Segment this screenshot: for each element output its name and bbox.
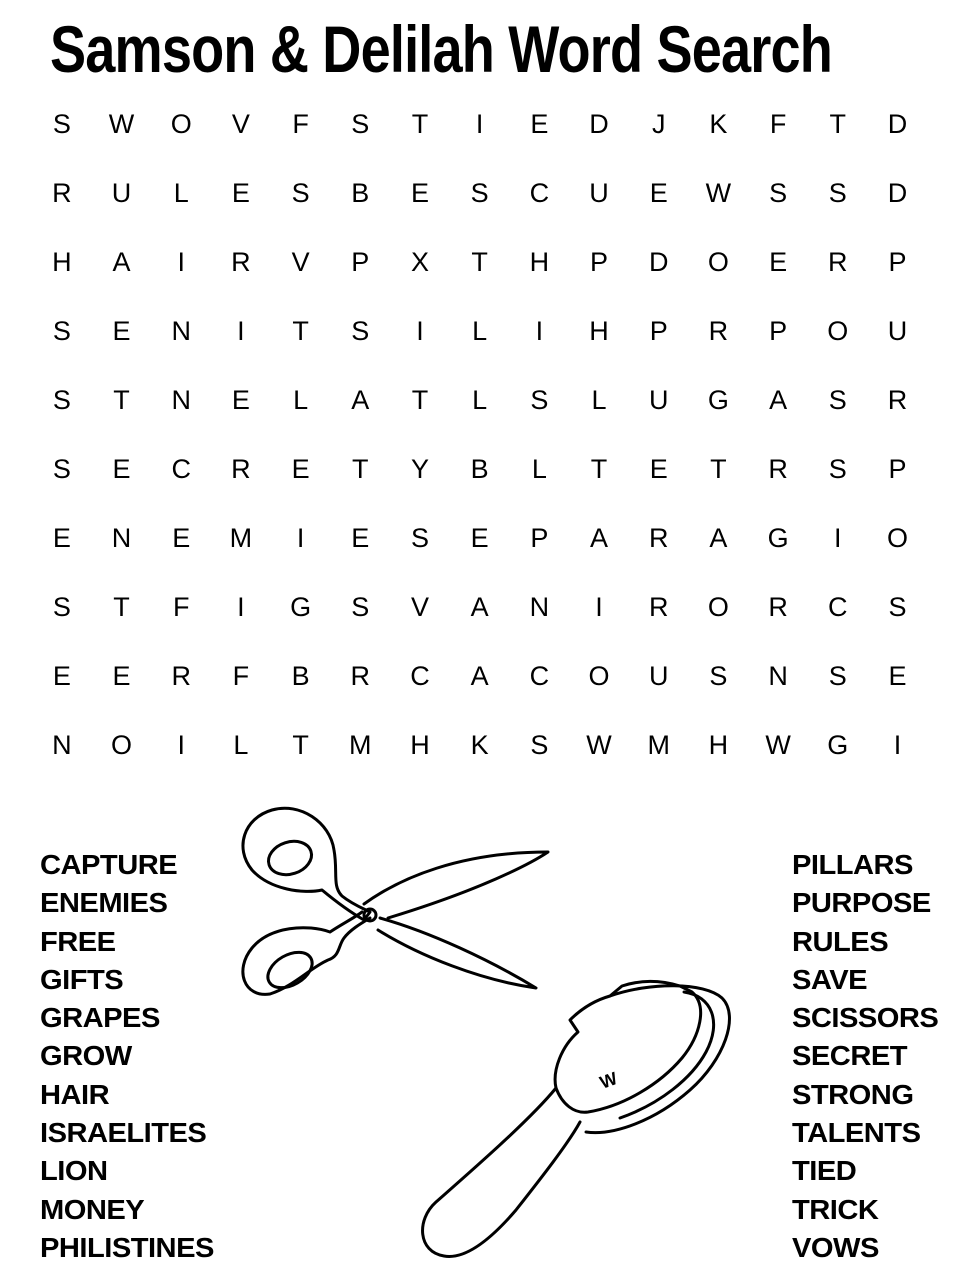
grid-row: [32, 711, 928, 780]
grid-cell: R: [708, 316, 729, 346]
grid-cell: S: [351, 109, 370, 139]
grid-cell: T: [710, 454, 727, 484]
grid-cell: B: [470, 454, 489, 484]
grid-cell: U: [648, 661, 669, 691]
grid-cell: I: [475, 109, 484, 139]
grid-cell: E: [769, 247, 788, 277]
grid-cell: R: [231, 454, 251, 484]
grid-cell: O: [111, 730, 133, 760]
word-list-item: FREE: [40, 925, 116, 957]
grid-cell: H: [589, 316, 609, 346]
grid-cell: A: [590, 523, 609, 553]
grid-cell: T: [829, 109, 847, 139]
grid-cell: A: [470, 592, 489, 622]
word-list-item: GIFTS: [40, 963, 124, 995]
grid-cell: F: [232, 661, 250, 691]
grid-cell: S: [530, 385, 549, 415]
grid-cell: P: [649, 316, 668, 346]
grid-cell: E: [530, 109, 549, 139]
grid-cell: X: [410, 247, 429, 277]
grid-cell: N: [171, 385, 191, 415]
grid-cell: C: [171, 454, 191, 484]
grid-cell: E: [291, 454, 310, 484]
grid-cell: G: [290, 592, 312, 622]
grid-cell: U: [887, 316, 908, 346]
grid-cell: C: [410, 661, 430, 691]
grid-cell: I: [237, 592, 245, 622]
grid-cell: T: [411, 385, 429, 415]
grid-cell: A: [112, 247, 131, 277]
grid-cell: P: [888, 247, 907, 277]
grid-cell: F: [769, 109, 787, 139]
grid-cell: S: [828, 454, 847, 484]
word-list-item: GROW: [40, 1040, 132, 1072]
grid-cell: L: [531, 454, 547, 484]
grid-cell: P: [590, 247, 609, 277]
grid-cell: N: [52, 730, 72, 760]
grid-cell: K: [709, 109, 728, 139]
grid-cell: U: [589, 178, 609, 208]
grid-cell: S: [52, 316, 71, 346]
grid-cell: E: [112, 661, 131, 691]
grid-cell: O: [588, 661, 610, 691]
grid-cell: E: [112, 454, 131, 484]
grid-cell: G: [767, 523, 789, 553]
grid-cell: S: [828, 178, 847, 208]
grid-cell: O: [707, 592, 729, 622]
grid-cell: S: [291, 178, 310, 208]
grid-cell: J: [651, 109, 666, 139]
word-list-item: STRONG: [792, 1078, 914, 1110]
grid-row: [32, 573, 928, 642]
grid-cell: C: [529, 178, 550, 208]
grid-cell: S: [828, 661, 847, 691]
illustrations: [230, 800, 750, 1270]
grid-cell: P: [769, 316, 788, 346]
grid-cell: I: [177, 730, 185, 760]
grid-cell: B: [291, 661, 310, 691]
word-list-item: PHILISTINES: [40, 1231, 214, 1263]
grid-cell: S: [52, 109, 71, 139]
grid-cell: M: [229, 523, 253, 553]
grid-cell: W: [586, 730, 612, 760]
grid-cell: N: [111, 523, 132, 553]
grid-cell: B: [351, 178, 370, 208]
grid-cell: E: [649, 178, 668, 208]
grid-cell: H: [708, 730, 729, 760]
grid-cell: L: [233, 730, 249, 760]
word-list-item: SAVE: [792, 963, 868, 995]
grid-cell: S: [351, 592, 370, 622]
grid-cell: R: [171, 661, 191, 691]
grid-cell: U: [111, 178, 132, 208]
grid-cell: E: [52, 661, 71, 691]
grid-cell: L: [293, 385, 309, 415]
word-list-item: ENEMIES: [40, 887, 168, 919]
grid-cell: P: [351, 247, 370, 277]
letter-grid: [32, 90, 928, 780]
grid-cell: T: [411, 109, 429, 139]
grid-cell: A: [769, 385, 788, 415]
grid-cell: E: [231, 178, 250, 208]
grid-cell: R: [231, 247, 251, 277]
grid-cell: T: [292, 730, 309, 760]
grid-cell: A: [470, 661, 489, 691]
grid-cell: O: [170, 109, 192, 139]
grid-cell: P: [888, 454, 907, 484]
grid-cell: E: [112, 316, 131, 346]
grid-cell: V: [231, 109, 250, 139]
grid-cell: R: [52, 178, 72, 208]
grid-cell: E: [351, 523, 370, 553]
grid-cell: O: [886, 523, 908, 553]
grid-row: [32, 159, 928, 228]
grid-cell: M: [349, 730, 372, 760]
grid-cell: E: [172, 523, 191, 553]
word-list-item: MONEY: [40, 1193, 145, 1225]
word-list-item: TRICK: [792, 1193, 879, 1225]
grid-row: [32, 228, 928, 297]
grid-cell: S: [410, 523, 429, 553]
grid-cell: H: [529, 247, 550, 277]
grid-row: [32, 642, 928, 711]
grid-cell: E: [470, 523, 489, 553]
grid-cell: P: [530, 523, 549, 553]
grid-cell: Y: [410, 454, 429, 484]
grid-cell: I: [595, 592, 603, 622]
grid-cell: T: [113, 385, 130, 415]
grid-cell: E: [888, 661, 907, 691]
word-list-item: GRAPES: [40, 1002, 160, 1034]
grid-cell: C: [529, 661, 550, 691]
grid-cell: V: [410, 592, 429, 622]
grid-row: [32, 435, 928, 504]
grid-cell: D: [648, 247, 669, 277]
grid-cell: W: [108, 109, 135, 139]
grid-cell: I: [893, 730, 902, 760]
word-list-item: SECRET: [792, 1040, 908, 1072]
grid-cell: V: [291, 247, 310, 277]
grid-cell: R: [768, 592, 788, 622]
word-list-item: RULES: [792, 925, 889, 957]
grid-row: [32, 366, 928, 435]
grid-cell: F: [172, 592, 190, 622]
word-list-item: TALENTS: [792, 1117, 921, 1149]
brush-letter: W: [597, 1068, 620, 1093]
word-list-left: [40, 846, 270, 1267]
grid-cell: H: [410, 730, 430, 760]
word-list-right: [792, 846, 952, 1267]
grid-cell: L: [472, 385, 488, 415]
word-list-item: VOWS: [792, 1231, 879, 1263]
scissors-icon: [243, 808, 548, 995]
grid-cell: R: [350, 661, 371, 691]
grid-cell: T: [292, 316, 309, 346]
grid-cell: I: [296, 523, 305, 553]
word-list-item: HAIR: [40, 1078, 110, 1110]
grid-cell: S: [828, 385, 847, 415]
grid-cell: N: [529, 592, 550, 622]
grid-cell: T: [471, 247, 488, 277]
grid-cell: S: [52, 592, 71, 622]
hairbrush-icon: [423, 982, 730, 1257]
grid-cell: E: [649, 454, 668, 484]
grid-cell: S: [530, 730, 549, 760]
grid-cell: L: [591, 385, 607, 415]
grid-cell: N: [768, 661, 788, 691]
word-list-item: LION: [40, 1155, 108, 1187]
word-list-item: CAPTURE: [40, 849, 178, 880]
grid-cell: F: [292, 109, 309, 139]
grid-cell: O: [827, 316, 849, 346]
word-list-item: ISRAELITES: [40, 1117, 207, 1149]
grid-cell: S: [769, 178, 788, 208]
grid-cell: I: [416, 316, 424, 346]
grid-cell: S: [709, 661, 728, 691]
grid-cell: L: [472, 316, 488, 346]
grid-row: [32, 504, 928, 573]
grid-cell: W: [705, 178, 732, 208]
grid-cell: A: [351, 385, 370, 415]
grid-cell: I: [834, 523, 842, 553]
grid-cell: I: [177, 247, 185, 277]
grid-cell: W: [765, 730, 791, 760]
grid-cell: E: [410, 178, 429, 208]
grid-cell: O: [707, 247, 729, 277]
grid-cell: S: [470, 178, 489, 208]
grid-cell: R: [648, 523, 669, 553]
grid-cell: C: [828, 592, 848, 622]
grid-cell: I: [237, 316, 245, 346]
page-title: Samson & Delilah Word Search: [50, 12, 833, 86]
grid-cell: T: [113, 592, 130, 622]
grid-cell: D: [887, 109, 908, 139]
grid-row: [32, 297, 928, 366]
grid-cell: G: [707, 385, 729, 415]
grid-cell: S: [351, 316, 370, 346]
grid-cell: R: [887, 385, 908, 415]
grid-cell: R: [828, 247, 848, 277]
grid-cell: K: [470, 730, 489, 760]
grid-cell: D: [589, 109, 609, 139]
grid-cell: D: [887, 178, 908, 208]
grid-cell: L: [173, 178, 189, 208]
grid-cell: E: [231, 385, 250, 415]
grid-cell: E: [52, 523, 71, 553]
word-list-item: PURPOSE: [792, 887, 931, 919]
grid-cell: S: [52, 454, 71, 484]
grid-cell: H: [52, 247, 72, 277]
grid-cell: G: [827, 730, 849, 760]
grid-row: [32, 90, 928, 159]
grid-cell: I: [535, 316, 544, 346]
word-list-item: TIED: [792, 1155, 857, 1187]
grid-cell: U: [648, 385, 669, 415]
grid-cell: N: [171, 316, 191, 346]
grid-cell: S: [52, 385, 71, 415]
grid-cell: A: [709, 523, 728, 553]
grid-cell: T: [352, 454, 369, 484]
word-list-item: PILLARS: [792, 849, 913, 880]
grid-cell: R: [768, 454, 788, 484]
grid-cell: M: [647, 730, 670, 760]
grid-cell: T: [590, 454, 608, 484]
grid-cell: R: [648, 592, 669, 622]
grid-cell: S: [888, 592, 907, 622]
word-list-item: SCISSORS: [792, 1002, 939, 1034]
